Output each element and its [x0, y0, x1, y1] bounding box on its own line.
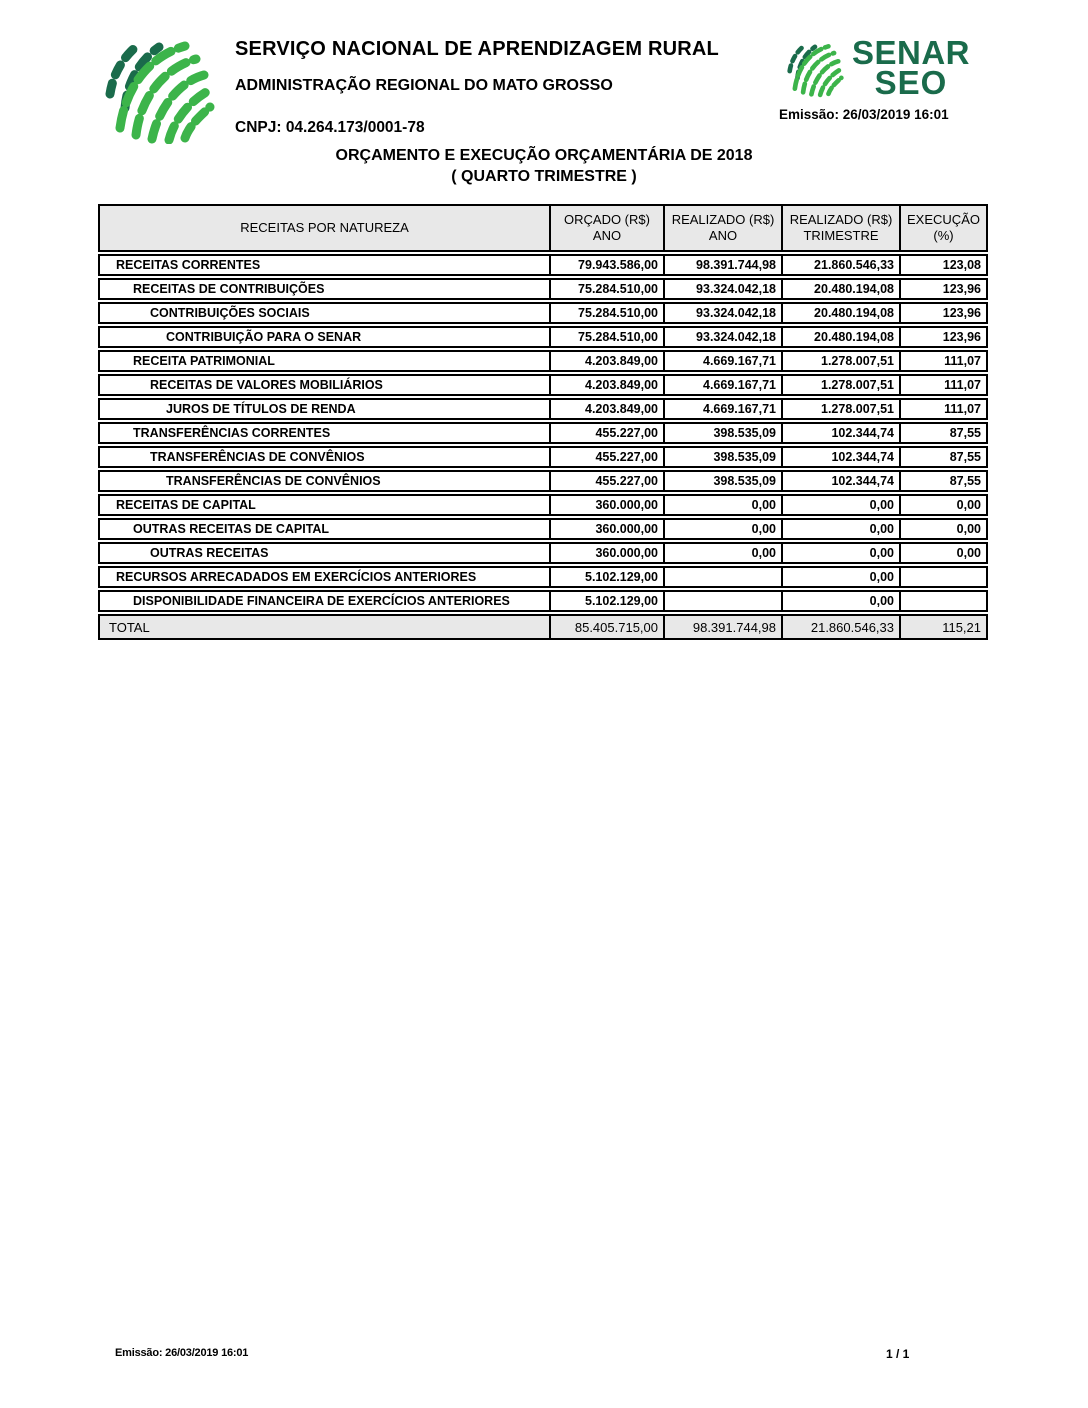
org-cnpj: CNPJ: 04.264.173/0001-78	[235, 119, 425, 136]
col-header-label: RECEITAS POR NATUREZA	[240, 219, 409, 235]
col-header-label: REALIZADO (R$)	[789, 211, 893, 227]
total-execucao: 115,21	[900, 614, 988, 640]
row-realizado-trimestre-cell: 20.480.194,08	[782, 302, 900, 324]
table-row	[98, 302, 988, 324]
row-realizado-trimestre-cell: 21.860.546,33	[782, 254, 900, 276]
col-header-label: ORÇADO (R$)	[564, 211, 650, 227]
row-realizado-trimestre-cell: 1.278.007,51	[782, 350, 900, 372]
row-orcado-cell: 360.000,00	[550, 494, 664, 516]
row-realizado-trimestre-cell: 102.344,74	[782, 470, 900, 492]
row-realizado-trimestre-cell: 1.278.007,51	[782, 374, 900, 396]
col-header-sublabel: ANO	[592, 228, 622, 243]
row-orcado-cell: 5.102.129,00	[550, 566, 664, 588]
emission-timestamp-footer: Emissão: 26/03/2019 16:01	[115, 1347, 249, 1359]
col-header-orcado	[550, 204, 664, 252]
table-row	[98, 494, 988, 516]
header-row	[98, 204, 988, 252]
document-title	[0, 146, 1088, 188]
row-execucao-cell: 111,07	[900, 350, 988, 372]
col-header-receitas	[98, 204, 550, 252]
table-row	[98, 374, 988, 396]
col-header-sublabel: TRIMESTRE	[803, 228, 879, 243]
row-realizado-trimestre-cell: 20.480.194,08	[782, 326, 900, 348]
row-realizado-ano-cell: 0,00	[664, 494, 782, 516]
row-realizado-ano-cell: 4.669.167,71	[664, 350, 782, 372]
row-orcado-cell: 75.284.510,00	[550, 302, 664, 324]
total-realizado-trimestre: 21.860.546,33	[782, 614, 900, 640]
table-row	[98, 518, 988, 540]
row-orcado-cell: 75.284.510,00	[550, 278, 664, 300]
row-execucao-cell: 0,00	[900, 542, 988, 564]
budget-table-footer	[98, 614, 988, 640]
row-orcado-cell: 79.943.586,00	[550, 254, 664, 276]
table-row	[98, 446, 988, 468]
row-name-cell: RECURSOS ARRECADADOS EM EXERCÍCIOS ANTERIORES	[98, 566, 550, 588]
row-realizado-ano-cell: 4.669.167,71	[664, 398, 782, 420]
row-execucao-cell: 0,00	[900, 494, 988, 516]
row-execucao-cell: 123,96	[900, 302, 988, 324]
row-name-cell: RECEITAS DE VALORES MOBILIÁRIOS	[98, 374, 550, 396]
row-name-cell: RECEITAS CORRENTES	[98, 254, 550, 276]
row-realizado-trimestre-cell: 0,00	[782, 518, 900, 540]
col-header-realizado-trimestre	[782, 204, 900, 252]
row-realizado-ano-cell: 98.391.744,98	[664, 254, 782, 276]
row-execucao-cell: 87,55	[900, 422, 988, 444]
row-realizado-ano-cell: 93.324.042,18	[664, 278, 782, 300]
row-name-cell: RECEITAS DE CONTRIBUIÇÕES	[98, 278, 550, 300]
row-execucao-cell: 123,96	[900, 278, 988, 300]
table-row	[98, 254, 988, 276]
row-name-cell: RECEITA PATRIMONIAL	[98, 350, 550, 372]
table-row	[98, 470, 988, 492]
table-row	[98, 566, 988, 588]
row-execucao-cell: 123,08	[900, 254, 988, 276]
row-orcado-cell: 4.203.849,00	[550, 374, 664, 396]
row-realizado-trimestre-cell: 0,00	[782, 542, 900, 564]
budget-table	[98, 202, 988, 642]
row-execucao-cell: 0,00	[900, 518, 988, 540]
row-execucao-cell	[900, 566, 988, 588]
page-number: 1 / 1	[886, 1347, 910, 1361]
row-orcado-cell: 455.227,00	[550, 470, 664, 492]
row-orcado-cell: 455.227,00	[550, 422, 664, 444]
col-header-execucao	[900, 204, 988, 252]
total-label: TOTAL	[98, 614, 550, 640]
row-realizado-trimestre-cell: 102.344,74	[782, 422, 900, 444]
table-row	[98, 398, 988, 420]
col-header-realizado-ano	[664, 204, 782, 252]
document-title-line2: ( QUARTO TRIMESTRE )	[451, 167, 637, 185]
row-name-cell: TRANSFERÊNCIAS DE CONVÊNIOS	[98, 470, 550, 492]
row-name-cell: OUTRAS RECEITAS DE CAPITAL	[98, 518, 550, 540]
row-name-cell: CONTRIBUIÇÕES SOCIAIS	[98, 302, 550, 324]
col-header-sublabel: ANO	[708, 228, 738, 243]
row-execucao-cell: 87,55	[900, 470, 988, 492]
org-unit: ADMINISTRAÇÃO REGIONAL DO MATO GROSSO	[235, 77, 613, 94]
row-realizado-trimestre-cell: 0,00	[782, 590, 900, 612]
emission-timestamp-top: Emissão: 26/03/2019 16:01	[779, 107, 949, 122]
row-realizado-ano-cell	[664, 566, 782, 588]
row-name-cell: DISPONIBILIDADE FINANCEIRA DE EXERCÍCIOS ANTERIORES	[98, 590, 550, 612]
row-execucao-cell: 87,55	[900, 446, 988, 468]
row-name-cell: RECEITAS DE CAPITAL	[98, 494, 550, 516]
col-header-label: REALIZADO (R$)	[671, 211, 775, 227]
row-name-cell: CONTRIBUIÇÃO PARA O SENAR	[98, 326, 550, 348]
row-orcado-cell: 4.203.849,00	[550, 350, 664, 372]
row-name-cell: TRANSFERÊNCIAS DE CONVÊNIOS	[98, 446, 550, 468]
row-name-cell: OUTRAS RECEITAS	[98, 542, 550, 564]
org-name: SERVIÇO NACIONAL DE APRENDIZAGEM RURAL	[235, 38, 719, 60]
senar-seo-logo	[784, 34, 971, 102]
total-realizado-ano: 98.391.744,98	[664, 614, 782, 640]
row-realizado-ano-cell: 93.324.042,18	[664, 326, 782, 348]
row-orcado-cell: 4.203.849,00	[550, 398, 664, 420]
row-name-cell: JUROS DE TÍTULOS DE RENDA	[98, 398, 550, 420]
total-orcado: 85.405.715,00	[550, 614, 664, 640]
table-row	[98, 278, 988, 300]
table-row	[98, 422, 988, 444]
row-realizado-ano-cell: 93.324.042,18	[664, 302, 782, 324]
row-realizado-trimestre-cell: 20.480.194,08	[782, 278, 900, 300]
row-orcado-cell: 360.000,00	[550, 542, 664, 564]
document-title-line1: ORÇAMENTO E EXECUÇÃO ORÇAMENTÁRIA DE 2018	[335, 147, 753, 164]
row-orcado-cell: 5.102.129,00	[550, 590, 664, 612]
row-execucao-cell: 111,07	[900, 398, 988, 420]
budget-table-header	[98, 204, 988, 252]
row-realizado-ano-cell	[664, 590, 782, 612]
total-row	[98, 614, 988, 640]
senar-logo	[99, 32, 219, 149]
row-execucao-cell	[900, 590, 988, 612]
row-orcado-cell: 455.227,00	[550, 446, 664, 468]
table-row	[98, 542, 988, 564]
row-execucao-cell: 123,96	[900, 326, 988, 348]
budget-table-body	[98, 254, 988, 612]
table-row	[98, 350, 988, 372]
row-realizado-ano-cell: 398.535,09	[664, 446, 782, 468]
row-realizado-trimestre-cell: 0,00	[782, 494, 900, 516]
row-realizado-trimestre-cell: 1.278.007,51	[782, 398, 900, 420]
col-header-label: EXECUÇÃO	[907, 211, 980, 227]
row-realizado-trimestre-cell: 0,00	[782, 566, 900, 588]
row-realizado-ano-cell: 398.535,09	[664, 470, 782, 492]
row-realizado-ano-cell: 398.535,09	[664, 422, 782, 444]
brand-senar-text: SENAR	[852, 34, 971, 71]
row-orcado-cell: 75.284.510,00	[550, 326, 664, 348]
row-realizado-ano-cell: 0,00	[664, 518, 782, 540]
table-row	[98, 590, 988, 612]
row-orcado-cell: 360.000,00	[550, 518, 664, 540]
row-name-cell: TRANSFERÊNCIAS CORRENTES	[98, 422, 550, 444]
brand-seo-text: SEO	[874, 64, 948, 102]
table-row	[98, 326, 988, 348]
col-header-sublabel: (%)	[933, 228, 954, 243]
senar-seo-logo-icon	[784, 38, 846, 98]
row-realizado-ano-cell: 4.669.167,71	[664, 374, 782, 396]
row-realizado-ano-cell: 0,00	[664, 542, 782, 564]
org-header	[235, 38, 719, 137]
row-realizado-trimestre-cell: 102.344,74	[782, 446, 900, 468]
row-execucao-cell: 111,07	[900, 374, 988, 396]
